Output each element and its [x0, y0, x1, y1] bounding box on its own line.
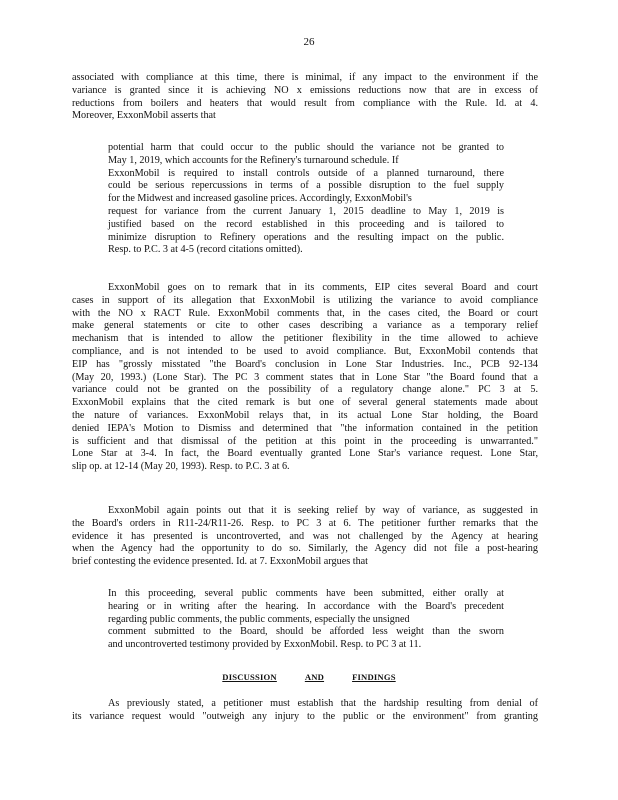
paragraph-line: ExxonMobil again points out that it is seeking relief by way of variance, as suggested in	[108, 505, 538, 516]
paragraph-line: brief contesting the evidence presented. Id. at 7. ExxonMobil argues that	[72, 556, 369, 568]
paragraph-line: cases in support of its allegation that ExxonMobil is utilizing the variance to avoid compliance	[72, 294, 538, 306]
paragraph-line: variance could not be granted on the possibility of a regulatory change alone." PC 3 at 5.	[72, 384, 538, 396]
paragraph-line: slip op. at 12-14 (May 20, 1993). Resp. to P.C. 3 at 6.	[72, 461, 290, 473]
paragraph-line: its variance request would "outweigh any injury to the public or the environment" from granting	[72, 710, 538, 722]
quote-line: minimize disruption to Refinery operations and the resulting impact on the public.	[108, 231, 504, 243]
paragraph-line: associated with compliance at this time, there is minimal, if any impact to the environment if the	[72, 72, 538, 83]
paragraph-line: make general statements or cite to other cases describing a variance as a temporary relief	[72, 320, 538, 332]
paragraph-2	[72, 282, 538, 474]
paragraph-3	[72, 505, 538, 569]
quote-line: and uncontroverted testimony provided by ExxonMobil. Resp. to PC 3 at 11.	[108, 639, 422, 651]
paragraph-4	[72, 698, 538, 724]
paragraph-line: with the NO x RACT Rule. ExxonMobil comments that, in the cases cited, the Board or court	[72, 307, 538, 319]
heading-word: DISCUSSION	[222, 672, 277, 682]
page-number: 26	[303, 36, 315, 48]
block-quote-2	[108, 588, 504, 652]
block-quote-1	[108, 142, 504, 257]
paragraph-line: the nature of variances. ExxonMobil relays that, in its actual Lone Star holding, the Board	[72, 409, 538, 421]
quote-line: May 1, 2019, which accounts for the Refinery's turnaround schedule. If	[108, 154, 399, 166]
quote-line: could be serious repercussions in terms of a possible disruption to the fuel supply	[108, 180, 504, 192]
quote-line: regarding public comments, the public comments, especially the unsigned	[108, 613, 410, 625]
paragraph-line: compliance, and is not intended to be used to avoid compliance. But, ExxonMobil contends that	[72, 345, 538, 357]
quote-line: Resp. to P.C. 3 at 4-5 (record citations omitted).	[108, 244, 303, 256]
paragraph-line: EIP has "grossly misstated "the Board's conclusion in Lone Star Industries. Inc., PCB 92-134	[72, 358, 538, 370]
paragraph-line: denied IEPA's Motion to Dismiss and determined that "the information contained in the petition	[72, 422, 538, 434]
paragraph-line: the Board's orders in R11-24/R11-26. Resp. to PC 3 at 6. The petitioner further remarks that the	[72, 517, 538, 529]
quote-line: ExxonMobil is required to install controls outside of a planned turnaround, there	[108, 167, 504, 179]
paragraph-line: Lone Star at 3-4. In fact, the Board eventually granted Lone Star's variance request. Lone Star,	[72, 448, 538, 460]
quote-line: request for variance from the current January 1, 2015 deadline to May 1, 2019 is	[108, 205, 504, 217]
quote-line: In this proceeding, several public comments have been submitted, either orally at	[108, 588, 504, 599]
quote-line: hearing or in writing after the hearing. In accordance with the Board's precedent	[108, 600, 504, 612]
paragraph-line: ExxonMobil goes on to remark that in its comments, EIP cites several Board and court	[108, 282, 538, 293]
paragraph-line: is sufficient and that dismissal of the petition at this point in the proceeding is unwarranted."	[72, 435, 538, 447]
paragraph-line: As previously stated, a petitioner must establish that the hardship resulting from denial of	[108, 698, 538, 709]
heading-word: FINDINGS	[352, 672, 396, 682]
paragraph-line: (May 20, 1993.) (Lone Star). The PC 3 comment states that in Lone Star "the Board found that a	[72, 371, 538, 383]
heading-word: AND	[304, 672, 325, 682]
quote-line: comment submitted to the Board, should be afforded less weight than the sworn	[108, 626, 504, 638]
paragraph-line: reductions from boilers and heaters that would result from compliance with the Rule. Id. at 4.	[72, 97, 538, 109]
quote-line: potential harm that could occur to the public should the variance not be granted to	[108, 142, 504, 153]
paragraph-line: variance is granted since it is achieving NO x emissions reductions now that are in excess of	[72, 84, 538, 96]
paragraph-line: mechanism that is intended to allow the petitioner flexibility in the time allowed to achieve	[72, 333, 538, 345]
quote-line: justified based on the record established in this proceeding and is tailored to	[108, 218, 504, 230]
paragraph-line: evidence it has presented is uncontroverted, and was not challenged by the Agency at hearing	[72, 530, 538, 542]
paragraph-line: ExxonMobil explains that the cited remark is but one of several general statements made about	[72, 397, 538, 409]
paragraph-1	[72, 72, 538, 123]
quote-line: for the Midwest and increased gasoline prices. Accordingly, ExxonMobil's	[108, 193, 412, 205]
paragraph-line: Moreover, ExxonMobil asserts that	[72, 110, 216, 122]
paragraph-line: when the Agency had the opportunity to do so. Similarly, the Agency did not file a post-hearing	[72, 543, 538, 555]
section-heading	[0, 672, 618, 682]
